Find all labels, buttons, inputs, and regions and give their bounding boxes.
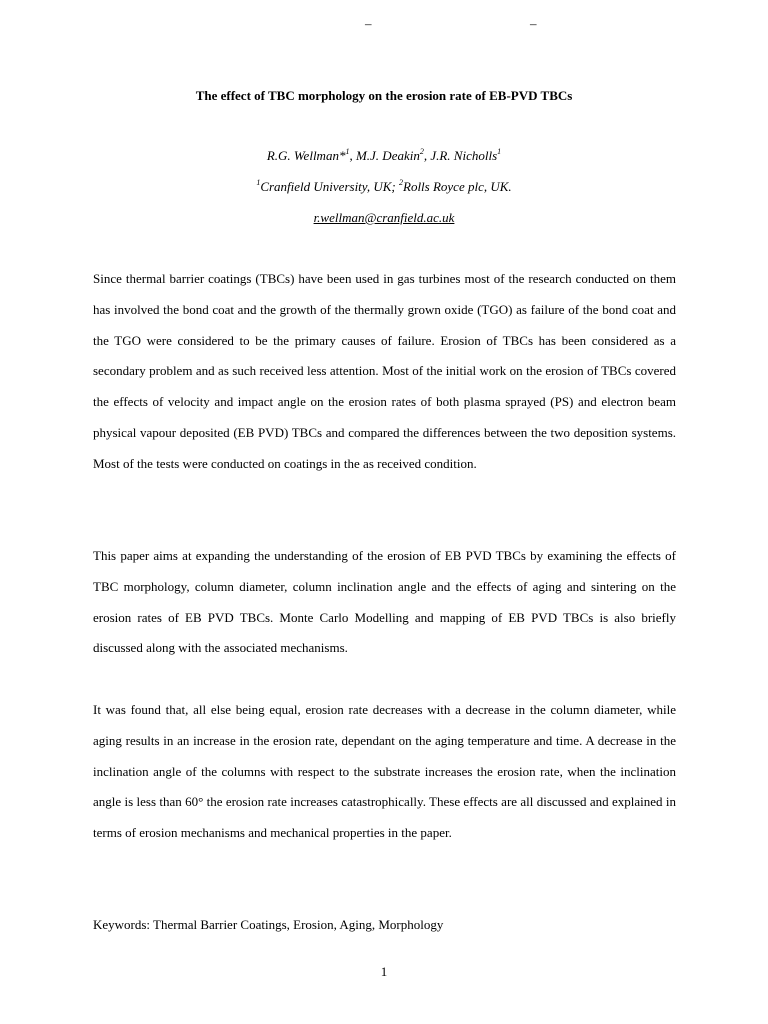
abstract-paragraph-3: It was found that, all else being equal, erosion rate decreases with a decrease in the column diameter, while aging results in an increase in the erosion rate, dependant on the aging temperature and time. A decrease in the inclination angle of the columns with respect to the substrate increases the erosion rate, when the inclination angle is less than 60° the erosion rate increases catastrophically. These effects are all discussed and explained in terms of erosion mechanisms and mechanical properties in the paper. xyxy=(93,702,676,841)
author-separator: , xyxy=(349,148,356,163)
author-name: M.J. Deakin xyxy=(355,148,420,163)
author-affiliation-mark: 1 xyxy=(345,146,350,156)
author-name: J.R. Nicholls xyxy=(430,148,498,163)
abstract-paragraph-2: This paper aims at expanding the understanding of the erosion of EB PVD TBCs by examining the effects of TBC morphology, column diameter, column inclination angle and the effects of aging and sintering on the erosion rates of EB PVD TBCs. Monte Carlo Modelling and mapping of EB PVD TBCs is also briefly discussed along with the associated mechanisms. xyxy=(93,548,676,656)
paper-title: The effect of TBC morphology on the erosion rate of EB-PVD TBCs xyxy=(195,88,573,103)
affiliation-mark: 2 xyxy=(399,177,403,187)
affiliation-mark: 1 xyxy=(256,177,261,187)
keywords-line: Keywords: Thermal Barrier Coatings, Erosion, Aging, Morphology xyxy=(93,917,444,932)
header-dash-left: – xyxy=(365,16,372,31)
author-list xyxy=(0,146,768,166)
abstract-paragraph-1: Since thermal barrier coatings (TBCs) have been used in gas turbines most of the research conducted on them has involved the bond coat and the growth of the thermally grown oxide (TGO) as failure of the bond coat and the TGO were considered to be the primary causes of failure. Erosion of TBCs has been considered as a secondary problem and as such received less attention. Most of the initial work on the erosion of TBCs covered the effects of velocity and impact angle on the erosion rates of both plasma sprayed (PS) and electron beam physical vapour deposited (EB PVD) TBCs and compared the differences between the two deposition systems. Most of the tests were conducted on coatings in the as received condition. xyxy=(93,271,676,471)
header-dash-right: – xyxy=(530,16,537,31)
author-affiliation-mark: 2 xyxy=(419,146,424,156)
author-name: R.G. Wellman* xyxy=(266,148,346,163)
affiliations xyxy=(0,177,768,197)
affiliation-text: Cranfield University, UK; xyxy=(260,179,399,194)
author-affiliation-mark: 1 xyxy=(497,146,502,156)
affiliation-text: Rolls Royce plc, UK. xyxy=(403,179,512,194)
page-number: 1 xyxy=(380,964,388,979)
corresponding-email[interactable]: r.wellman@cranfield.ac.uk xyxy=(313,210,455,225)
author-separator: , xyxy=(423,148,431,163)
